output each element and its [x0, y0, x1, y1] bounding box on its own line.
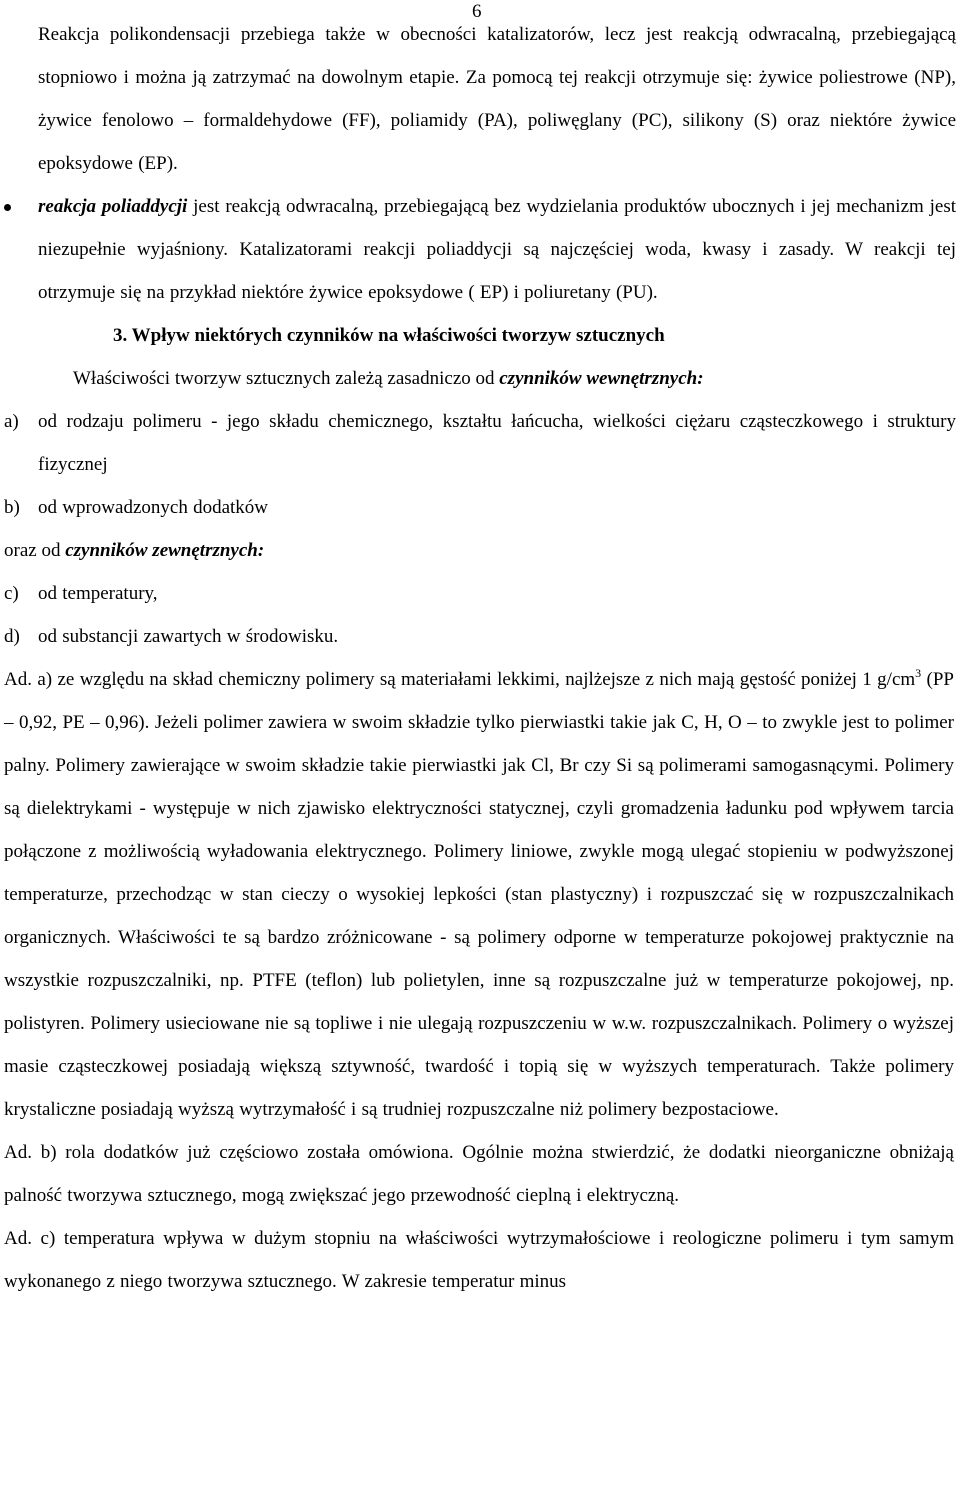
- ad-a-text-end: (PP – 0,92, PE – 0,96). Jeżeli polimer zawiera w swoim składzie tylko pierwiastki takie jak C, H, O – to zwykle jest to polimer palny. Polimery zawierające w swoim składzie takie pierwiastki jak Cl, Br czy Si są polimerami samogasnącymi. Polimery są dielektrykami - występuje w nich zjawisko elektryczności statycznej, czyli gromadzenia ładunku pod wpływem tarcia połączone z możliwością wyładowania elektrycznego. Polimery liniowe, zwykle mogą ulegać stopieniu w podwyższonej temperaturze, przechodząc w stan cieczy o wysokiej lepkości (stan plastyczny) i rozpuszczać się w rozpuszczalnikach organicznych. Właściwości te są bardzo zróżnicowane - są polimery odporne w temperaturze pokojowej praktycznie na wszystkie rozpuszczalniki, np. PTFE (teflon) lub polietylen, inne są rozpuszczalne już w temperaturze pokojowej, np. polistyren. Polimery usieciowane nie są topliwe i nie ulegają rozpuszczeniu w w.w. rozpuszczalnikach. Polimery o wyższej masie cząsteczkowej posiadają większą sztywność, twardość i topią się w wyższych temperaturach. Także polimery krystaliczne posiadają wyższą wytrzymałość i są trudniej rozpuszczalne niż polimery bezpostaciowe.: [4, 669, 954, 1120]
- intro-text: Właściwości tworzyw sztucznych zależą zasadniczo od: [73, 368, 500, 389]
- paragraph-ad-b: Ad. b) rola dodatków już częściowo została omówiona. Ogólnie można stwierdzić, że dodatki nieorganiczne obniżają palność tworzywa sztucznego, mogą zwiększać jego przewodność cieplną i elektryczną.: [4, 1142, 954, 1206]
- external-intro-text: oraz od: [4, 540, 66, 561]
- list-item-text: od wprowadzonych dodatków: [38, 497, 269, 518]
- page-number: 6: [472, 1, 482, 22]
- section-intro: [0, 357, 960, 400]
- list-item-text: od rodzaju polimeru - jego składu chemicznego, kształtu łańcucha, wielkości ciężaru cząsteczkowego i struktury fizycznej: [38, 411, 956, 475]
- list-item: [0, 400, 960, 486]
- paragraph-ad-c: Ad. c) temperatura wpływa w dużym stopniu na właściwości wytrzymałościowe i reologiczne polimeru i tym samym wykonanego z niego tworzywa sztucznego. W zakresie temperatur minus: [4, 1228, 954, 1292]
- list-item-label: c): [4, 583, 19, 604]
- document-body: [0, 13, 960, 1303]
- list-item-text: od substancji zawartych w środowisku.: [38, 626, 339, 647]
- list-item: [0, 486, 960, 529]
- list-item-text: od temperatury,: [38, 583, 158, 604]
- term-external-factors: czynników zewnętrznych:: [65, 540, 265, 561]
- list-item-label: d): [4, 626, 20, 647]
- section-heading: 3. Wpływ niektórych czynników na właściwości tworzyw sztucznych: [113, 325, 665, 346]
- term-internal-factors: czynników wewnętrznych:: [499, 368, 704, 389]
- list-item: [0, 572, 960, 615]
- bullet-item-polyaddition: [0, 185, 960, 314]
- bullet-text: jest reakcją odwracalną, przebiegającą bez wydzielania produktów ubocznych i jej mechanizm jest niezupełnie wyjaśniony. Katalizatorami reakcji poliaddycji są najczęściej woda, kwasy i zasady. W reakcji tej otrzymuje się na przykład niektóre żywice epoksydowe ( EP) i poliuretany (PU).: [38, 196, 956, 303]
- list-item: [0, 615, 960, 658]
- bullet-icon: [4, 204, 11, 211]
- list-item-label: a): [4, 411, 19, 432]
- ad-a-text-start: Ad. a) ze względu na skład chemiczny polimery są materiałami lekkimi, najlżejsze z nich mają gęstość poniżej 1 g/cm: [4, 669, 916, 690]
- paragraph-ad-a: [0, 658, 960, 1131]
- paragraph-polycondensation: Reakcja polikondensacji przebiega także w obecności katalizatorów, lecz jest reakcją odwracalną, przebiegającą stopniowo i można ją zatrzymać na dowolnym etapie. Za pomocą tej reakcji otrzymuje się: żywice poliestrowe (NP), żywice fenolowo – formaldehydowe (FF), poliamidy (PA), poliwęglany (PC), silikony (S) oraz niektóre żywice epoksydowe (EP).: [38, 24, 956, 174]
- superscript-exponent: 3: [915, 666, 922, 680]
- external-factors-intro: [0, 529, 960, 572]
- list-item-label: b): [4, 497, 20, 518]
- term-polyaddition: reakcja poliaddycji: [38, 196, 188, 217]
